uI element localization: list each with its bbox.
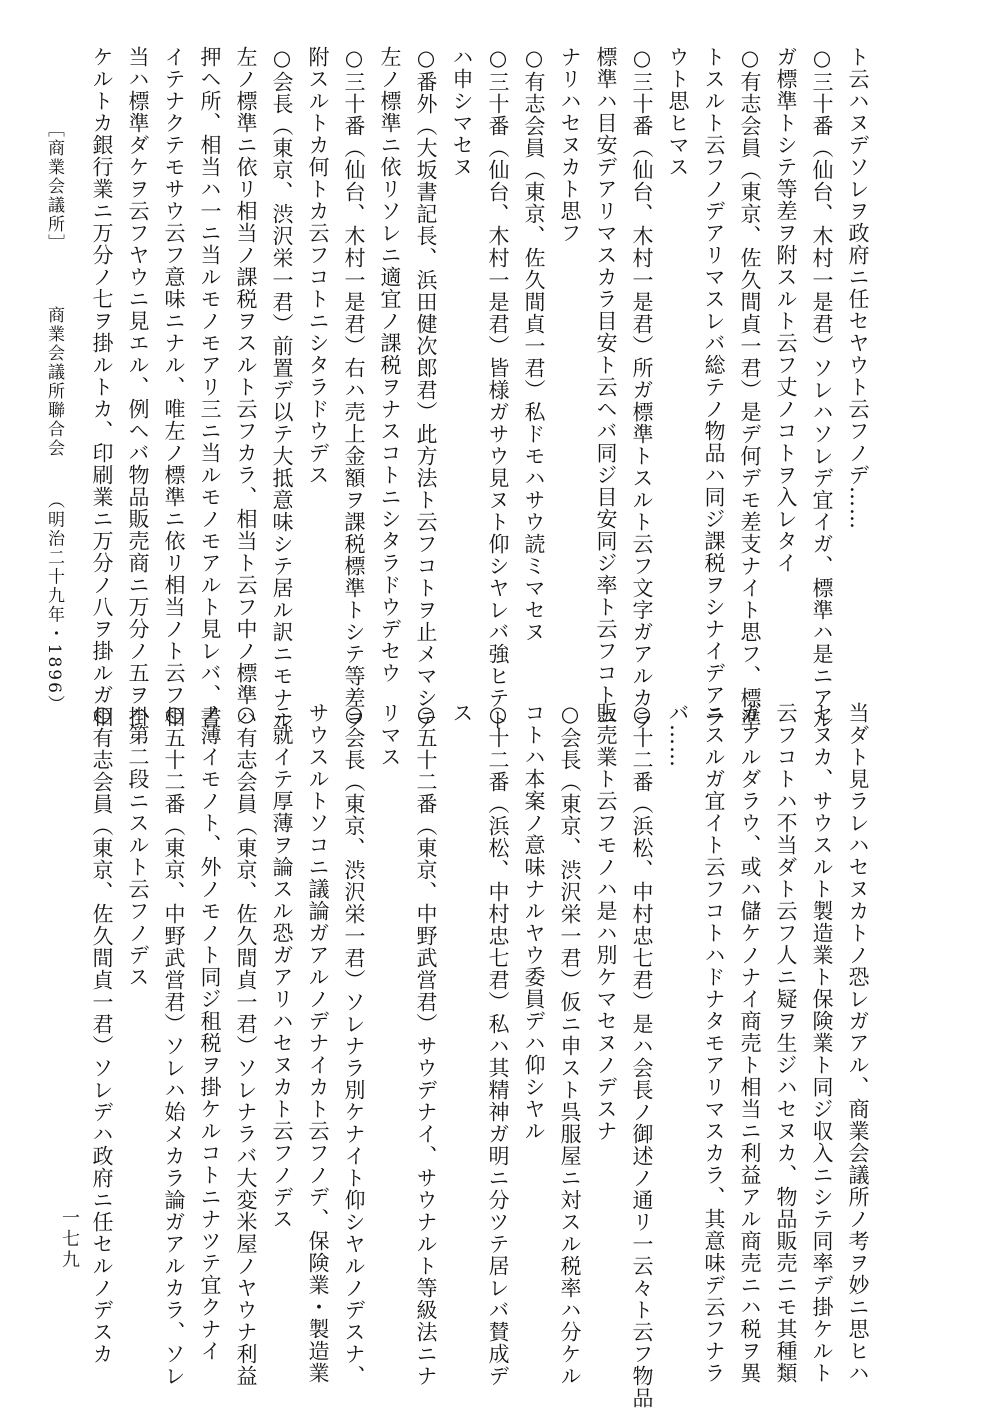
text-line: ○番外（大坂書記長、浜田健次郎君）此方法ト云フコトヲ止メマシテ	[414, 46, 438, 731]
text-block-upper	[84, 46, 876, 731]
text-line: トスルト云フノデアリマスレバ総テノ物品ハ同ジ課税ヲシナイデアラ	[702, 46, 726, 728]
text-line: イテナクテモサウ云フ意味ニナル、唯左ノ標準ニ依リ相当ノト云フ相	[162, 46, 186, 728]
text-line: ケルトカ銀行業ニ万分ノ七ヲ掛ルトカ、印刷業ニ万分ノ八ヲ掛ルガ相	[90, 46, 114, 728]
text-line: コトハ本案ノ意味ナルヤウ委員デハ仰シヤル	[522, 702, 546, 1142]
text-line: 左ノ標準ニ依リソレニ適宜ノ課税ヲナスコトニシタラドウデセウ	[378, 46, 402, 684]
text-line: ○三十番（仙台、木村一是君）所ガ標準トスルト云フ文字ガアルカラ	[630, 46, 654, 731]
text-line: ○会長（東京、渋沢栄一君）前置デ以テ大抵意味シテ居ル訳ニモナル	[270, 46, 294, 731]
text-line: ○三十番（仙台、木村一是君）右ハ売上金額ヲ課税標準トシテ等差ヲ	[342, 46, 366, 731]
running-head-spacer	[44, 465, 64, 484]
running-head-title: 商業会議所聯合会	[44, 305, 64, 458]
text-line: バ……	[666, 702, 690, 768]
text-line: ス	[450, 702, 474, 724]
text-line: ニ就イテ厚薄ヲ論スル恐ガアリハセヌカト云フノデス	[270, 702, 294, 1230]
text-line: 当ハ標準ダケヲ云フヤウニ見エル、例ヘバ物品販売商ニ万分ノ五ヲ掛	[126, 46, 150, 728]
running-head-spacer	[44, 260, 64, 298]
text-line: 当ダト見ラレハセヌカトノ恐レガアル、商業会議所ノ考ヲ妙ニ思ヒハ	[846, 702, 870, 1384]
text-line: 云フコトハ不当ダト云フ人ニ疑ヲ生ジハセヌカ、物品販売ニモ其種類	[774, 702, 798, 1384]
text-line: ○有志会員（東京、佐久間貞一君）是デ何デモ差支ナイト思フ、標準	[738, 46, 762, 731]
text-line: ○十二番（浜松、中村忠七君）是ハ会長ノ御述ノ通リ一云々ト云フ物品	[630, 702, 654, 1409]
running-head-section: ［商業会議所］	[44, 120, 64, 253]
text-line: ノ薄イモノト、外ノモノト同ジ租税ヲ掛ケルコトニナツテ宜クナイ	[198, 702, 222, 1362]
text-line: ガ標準トシテ等差ヲ附スルト云フ丈ノコトヲ入レタイ	[774, 46, 798, 574]
text-line: ○五十二番（東京、中野武営君）ソレハ始メカラ論ガアルカラ、ソレ	[162, 702, 186, 1387]
text-line: ○五十二番（東京、中野武営君）サウデナイ、サウナルト等級法ニナ	[414, 702, 438, 1387]
text-line: 標準ハ目安デアリマスカラ目安ト云ヘバ同ジ目安同ジ率ト云フコトニ	[594, 46, 618, 728]
text-line: リマス	[378, 702, 402, 768]
page-number: 一七九	[59, 1208, 80, 1271]
text-line: ○有志会員（東京、佐久間貞一君）ソレナラバ大変米屋ノヤウナ利益	[234, 702, 258, 1387]
text-line: 附スルトカ何トカ云フコトニシタラドウデス	[306, 46, 330, 486]
text-line: 販売業ト云フモノハ是ハ別ケマセヌノデスナ	[594, 702, 618, 1142]
text-line: ○会長（東京、渋沢栄一君）仮ニ申スト呉服屋ニ対スル税率ハ分ケル	[558, 702, 582, 1387]
text-line: 左ノ標準ニ依リ相当ノ課税ヲスルト云フカラ、相当ト云フ中ノ標準ハ	[234, 46, 258, 728]
text-line: ○三十番（仙台、木村一是君）皆様ガサウ見ヌト仰シヤレバ強ヒテト	[486, 46, 510, 731]
running-head	[42, 120, 67, 714]
text-line: ハ申シマセヌ	[450, 46, 474, 178]
text-line: ニスルガ宜イト云フコトハドナタモアリマスカラ、其意味デ云フナラ	[702, 702, 726, 1384]
text-line: サウスルトソコニ議論ガアルノデナイカト云フノデ、保険業・製造業	[306, 702, 330, 1384]
text-line: 押ヘ所、相当ハ一ニ当ルモノモアリ三ニ当ルモノモアルト見レバ、書	[198, 46, 222, 728]
text-line: ○有志会員（東京、佐久間貞一君）ソレデハ政府ニ任セルノデスカ	[90, 702, 114, 1365]
running-head-date: （明治二十九年・1896）	[44, 491, 64, 714]
text-line: ガアルダラウ、或ハ儲ケノナイ商売ト相当ニ利益アル商売ニハ税ヲ異	[738, 702, 762, 1384]
text-line: セヌカ、サウスルト製造業ト保険業ト同ジ収入ニシテ同率デ掛ケルト	[810, 702, 834, 1384]
text-line: ○有志会員（東京、佐久間貞一君）私ドモハサウ読ミマセヌ	[522, 46, 546, 643]
text-line: ○三十番（仙台、木村一是君）ソレハソレデ宜イガ、標準ハ是ニアル	[810, 46, 834, 731]
text-line: ハ第二段ニスルト云フノデス	[126, 702, 150, 988]
text-line: ○十二番（浜松、中村忠七君）私ハ其精神ガ明ニ分ツテ居レバ賛成デ	[486, 702, 510, 1387]
text-block-lower	[84, 702, 876, 1409]
text-line: ウト思ヒマス	[666, 46, 690, 178]
text-line: ナリハセヌカト思フ	[558, 46, 582, 244]
text-line: ト云ハヌデソレヲ政府ニ任セヤウト云フノデ……	[846, 46, 870, 530]
text-line: ○会長（東京、渋沢栄一君）ソレナラ別ケナイト仰シヤルノデスナ、	[342, 702, 366, 1387]
